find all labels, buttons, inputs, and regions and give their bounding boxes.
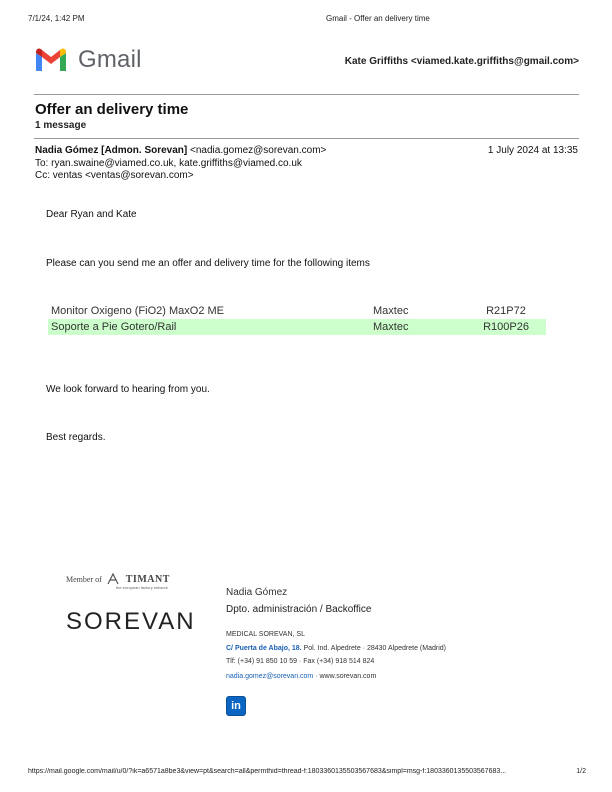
timant-emblem-icon: [106, 572, 120, 586]
recipients-cc: Cc: ventas <ventas@sorevan.com>: [35, 170, 194, 181]
address-street-link[interactable]: C/ Puerta de Abajo, 18.: [226, 645, 302, 652]
gmail-m-icon: [34, 47, 68, 73]
item-description: Soporte a Pie Gotero/Rail: [48, 319, 370, 335]
table-row: [48, 303, 546, 319]
items-table: [48, 303, 546, 335]
account-label: Kate Griffiths <viamed.kate.griffiths@gmail.com>: [344, 56, 579, 67]
closing-text: We look forward to hearing from you.: [46, 384, 210, 395]
subject-divider: [34, 138, 579, 139]
print-date: 7/1/24, 1:42 PM: [28, 14, 85, 23]
item-ref: R100P26: [466, 319, 546, 335]
message-date: 1 July 2024 at 13:35: [487, 145, 578, 156]
signature-website: · www.sorevan.com: [313, 673, 377, 680]
item-brand: Maxtec: [373, 305, 409, 317]
linkedin-label: in: [231, 700, 241, 712]
signature-phone: Tlf: (+34) 91 850 10 59 · Fax (+34) 918 514 824: [226, 658, 375, 665]
header-divider: [34, 94, 579, 95]
member-tagline: the european factory network: [116, 585, 168, 590]
member-of-logo: [66, 572, 196, 586]
sender-email: <nadia.gomez@sorevan.com>: [190, 145, 327, 156]
signature-address: [226, 645, 446, 652]
signature-company: MEDICAL SOREVAN, SL: [226, 631, 305, 638]
recipients-to: To: ryan.swaine@viamed.co.uk, kate.griffiths@viamed.co.uk: [35, 158, 302, 169]
item-brand: Maxtec: [370, 319, 466, 335]
member-of-label: Member of: [66, 574, 102, 584]
gmail-wordmark: Gmail: [78, 46, 142, 73]
signature-contact: [226, 673, 376, 680]
sender-name: Nadia Gómez [Admon. Sorevan]: [35, 145, 188, 156]
sender-line: [35, 145, 326, 156]
gmail-logo: [34, 46, 142, 74]
item-description: Monitor Oxigeno (FiO2) MaxO2 ME: [51, 305, 224, 317]
signature-logo-block: [66, 572, 196, 636]
signature-name: Nadia Gómez: [226, 587, 288, 598]
table-row: [48, 319, 546, 335]
greeting: Dear Ryan and Kate: [46, 209, 137, 220]
print-footer-url: https://mail.google.com/mail/u/0/?ik=a6571a8be3&view=pt&search=all&permthid=thread-f:1803360135503567683&simpl=msg-f:1803360135503567683...: [28, 768, 507, 775]
sorevan-logo: SOREVAN: [66, 608, 196, 635]
member-org: TIMANT: [125, 573, 170, 585]
signature-role: Dpto. administración / Backoffice: [226, 604, 372, 615]
print-title: Gmail - Offer an delivery time: [326, 14, 430, 23]
message-count: 1 message: [35, 120, 87, 131]
page-number: 1/2: [576, 768, 586, 775]
thread-subject: Offer an delivery time: [35, 101, 189, 118]
item-ref: R21P72: [486, 305, 526, 317]
request-text: Please can you send me an offer and delivery time for the following items: [46, 258, 370, 269]
print-header: [28, 14, 584, 26]
signature-email-link[interactable]: nadia.gomez@sorevan.com: [226, 673, 314, 680]
address-rest: Pol. Ind. Alpedrete · 28430 Alpedrete (Madrid): [301, 645, 446, 652]
linkedin-icon[interactable]: [226, 696, 246, 716]
regards-text: Best regards.: [46, 432, 106, 443]
